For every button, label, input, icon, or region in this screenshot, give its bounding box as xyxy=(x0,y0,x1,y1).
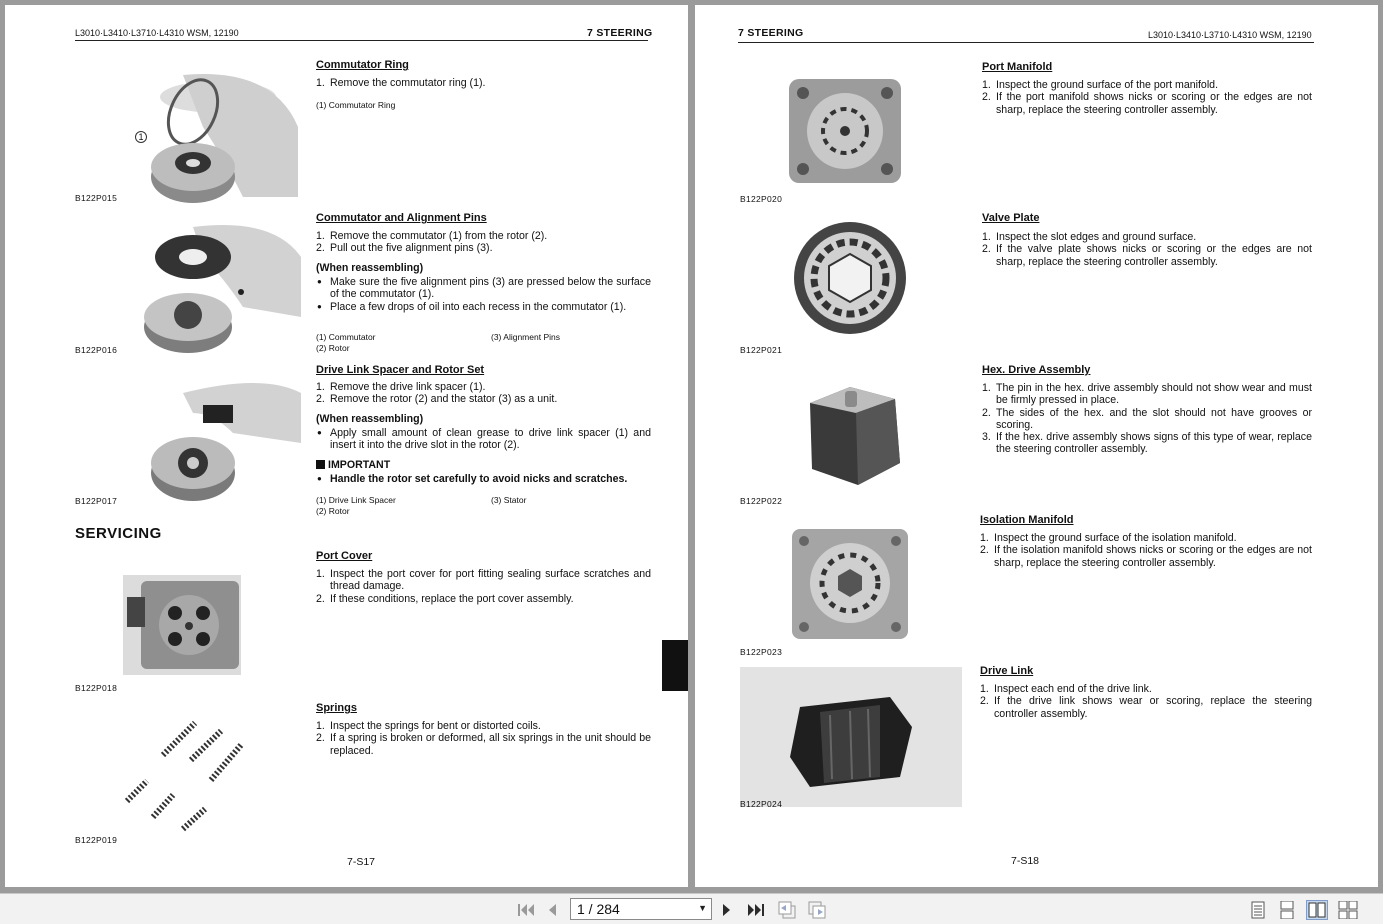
commutator-pins-title: Commutator and Alignment Pins xyxy=(316,212,487,224)
single-page-view-icon[interactable] xyxy=(1249,901,1267,919)
commutator-pins-legend: (1) Commutator (2) Rotor xyxy=(316,332,376,353)
port-cover-title: Port Cover xyxy=(316,550,373,562)
commutator-ring-title: Commutator Ring xyxy=(316,59,409,71)
step-item: 2. Remove the rotor (2) and the stator (3) as a unit. xyxy=(316,393,558,406)
right-page xyxy=(695,5,1378,887)
step-item: 1. Inspect the ground surface of the port manifold. xyxy=(982,79,1219,91)
drive-link-spacer-legend-b: (3) Stator xyxy=(491,495,527,505)
facing-pages-view-icon[interactable] xyxy=(1306,900,1328,920)
header-model: L3010·L3410·L3710·L4310 WSM, 12190 xyxy=(1148,30,1312,40)
important-heading: IMPORTANT xyxy=(316,459,651,471)
left-page xyxy=(5,5,688,887)
step-item: 1. Remove the drive link spacer (1). xyxy=(316,381,486,393)
page-number: 7-S18 xyxy=(1011,855,1040,867)
step-item: 1. Remove the commutator ring (1). xyxy=(316,77,486,89)
step-item: 2. Pull out the five alignment pins (3). xyxy=(316,242,493,255)
step-item: 2. If the port manifold shows nicks or scoring or the edges are not sharp, replace the steering controller assembly. xyxy=(982,91,1312,116)
page-number: 7-S17 xyxy=(347,856,376,868)
port-manifold-photo xyxy=(785,73,905,188)
next-page-icon[interactable] xyxy=(718,900,736,920)
header-section: 7 STEERING xyxy=(738,27,804,39)
valve-plate-photo xyxy=(785,220,915,335)
commutator-pins-photo xyxy=(123,217,303,357)
commutator-ring-steps xyxy=(316,77,651,89)
springs-steps xyxy=(316,720,651,757)
section-index-tab xyxy=(662,640,688,691)
continuous-facing-view-icon[interactable] xyxy=(1338,901,1356,919)
last-page-icon[interactable] xyxy=(745,900,767,920)
isolation-manifold-steps xyxy=(980,532,1312,569)
springs-title: Springs xyxy=(316,702,357,714)
drive-link-photo xyxy=(740,667,962,807)
port-manifold-title: Port Manifold xyxy=(982,61,1053,73)
go-forward-view-icon[interactable] xyxy=(806,900,828,920)
figure-code: B122P016 xyxy=(75,345,118,355)
bullet-item: ● Make sure the five alignment pins (3) are pressed below the surface of the commutator (1). xyxy=(316,276,651,301)
step-item: 1. Inspect the ground surface of the isolation manifold. xyxy=(980,532,1237,544)
commutator-pins-legend-b: (3) Alignment Pins xyxy=(491,332,560,342)
step-item: 1. The pin in the hex. drive assembly should not show wear and must be firmly pressed in place. xyxy=(982,382,1312,407)
drive-link-title: Drive Link xyxy=(980,665,1034,677)
pdf-navigation-toolbar xyxy=(0,893,1383,924)
important-bullet: ● Handle the rotor set carefully to avoid nicks and scratches. xyxy=(316,473,651,485)
figure-code: B122P022 xyxy=(740,496,783,506)
step-item: 1. Inspect the port cover for port fitting sealing surface scratches and thread damage. xyxy=(316,568,651,593)
isolation-manifold-title: Isolation Manifold xyxy=(980,514,1074,526)
valve-plate-title: Valve Plate xyxy=(982,212,1040,224)
step-item: 2. If a spring is broken or deformed, all six springs in the unit should be replaced. xyxy=(316,732,651,757)
step-item: 1. Inspect the springs for bent or distorted coils. xyxy=(316,720,541,732)
figure-code: B122P023 xyxy=(740,647,783,657)
step-item: 2. The sides of the hex. and the slot should not have grooves or scoring. xyxy=(982,406,1312,431)
header-rule xyxy=(738,42,1314,43)
drive-link-spacer-title: Drive Link Spacer and Rotor Set xyxy=(316,364,485,376)
drive-link-spacer-photo xyxy=(123,373,303,508)
step-item: 2. If the valve plate shows nicks or scoring or the edges are not sharp, replace the steering controller assembly. xyxy=(982,243,1312,268)
step-item: 2. If these conditions, replace the port cover assembly. xyxy=(316,592,574,605)
figure-code: B122P021 xyxy=(740,345,783,355)
when-reassembling-heading: (When reassembling) xyxy=(316,412,424,425)
commutator-ring-legend: (1) Commutator Ring xyxy=(316,100,396,110)
step-item: 1. Inspect the slot edges and ground surface. xyxy=(982,231,1197,243)
chevron-down-icon[interactable]: ▼ xyxy=(698,903,707,913)
header-rule xyxy=(75,40,648,41)
important-square-icon xyxy=(316,460,325,469)
step-item: 2. If the drive link shows wear or scoring, replace the steering controller assembly. xyxy=(980,695,1312,720)
commutator-ring-photo: 1 xyxy=(123,67,303,207)
go-back-view-icon[interactable] xyxy=(776,900,798,920)
figure-code: B122P020 xyxy=(740,194,783,204)
figure-code: B122P017 xyxy=(75,496,118,506)
drive-link-spacer-steps xyxy=(316,381,651,485)
step-item: 1. Remove the commutator (1) from the rotor (2). xyxy=(316,230,548,242)
header-section: 7 STEERING xyxy=(587,27,653,39)
step-item: 1. Inspect each end of the drive link. xyxy=(980,683,1152,695)
page-indicator-text: 1 / 284 xyxy=(577,901,620,917)
drive-link-steps xyxy=(980,683,1312,720)
previous-page-icon[interactable] xyxy=(543,900,561,920)
continuous-view-icon[interactable] xyxy=(1278,901,1296,919)
port-manifold-steps xyxy=(982,79,1312,116)
figure-code: B122P015 xyxy=(75,193,118,203)
servicing-heading: SERVICING xyxy=(75,525,162,542)
springs-photo xyxy=(113,705,273,835)
figure-code: B122P024 xyxy=(740,799,783,809)
hex-drive-photo xyxy=(790,373,915,493)
drive-link-spacer-legend: (1) Drive Link Spacer (2) Rotor xyxy=(316,495,396,516)
isolation-manifold-photo xyxy=(790,527,910,642)
first-page-icon[interactable] xyxy=(515,900,537,920)
port-cover-photo xyxy=(123,575,241,675)
commutator-pins-steps xyxy=(316,230,651,313)
figure-code: B122P018 xyxy=(75,683,118,693)
hex-drive-steps xyxy=(982,382,1312,456)
when-reassembling-heading: (When reassembling) xyxy=(316,261,424,274)
step-item: 3. If the hex. drive assembly shows signs of this type of wear, replace the steering controller assembly. xyxy=(982,431,1312,456)
bullet-item: ● Place a few drops of oil into each recess in the commutator (1). xyxy=(316,301,651,313)
figure-code: B122P019 xyxy=(75,835,118,845)
bullet-item: ● Apply small amount of clean grease to drive link spacer (1) and insert it into the drive slot in the rotor (2). xyxy=(316,427,651,452)
valve-plate-steps xyxy=(982,231,1312,268)
hex-drive-title: Hex. Drive Assembly xyxy=(982,364,1091,376)
page-number-field[interactable] xyxy=(570,898,712,920)
header-model: L3010·L3410·L3710·L4310 WSM, 12190 xyxy=(75,28,239,38)
step-item: 2. If the isolation manifold shows nicks or scoring or the edges are not sharp, replace the steering controller assembly. xyxy=(980,544,1312,569)
port-cover-steps xyxy=(316,568,651,605)
